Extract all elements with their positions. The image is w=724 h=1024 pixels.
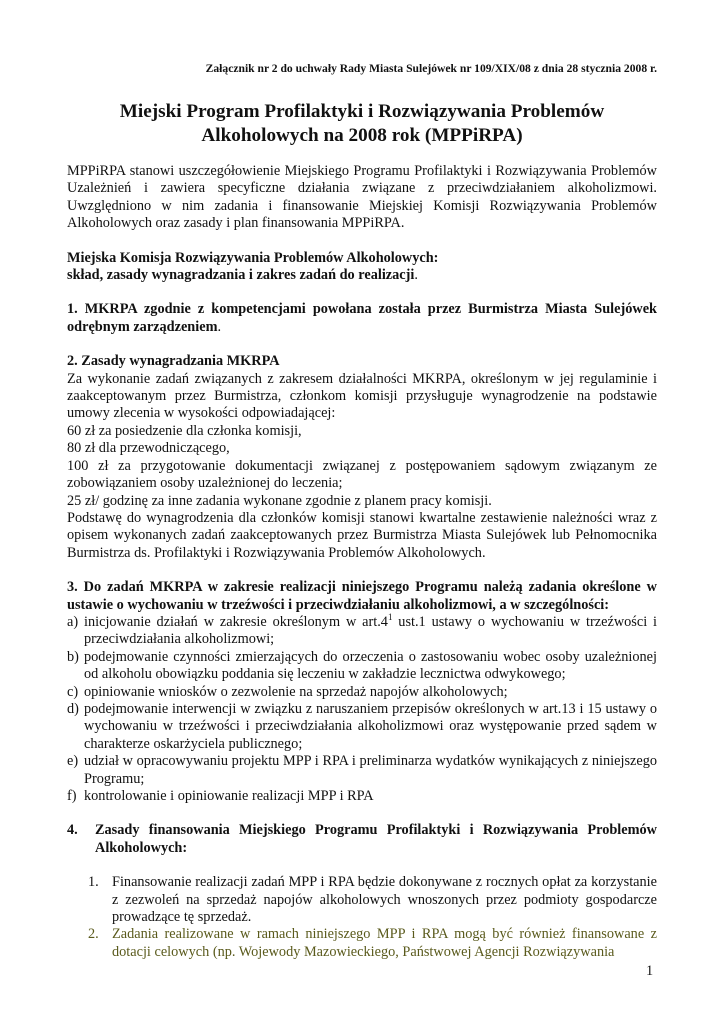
list-marker: d) — [67, 700, 79, 717]
list-item — [67, 649, 657, 684]
commission-heading — [67, 250, 657, 285]
list-marker: e) — [67, 753, 79, 770]
list-marker: f) — [67, 788, 77, 804]
commission-heading-line-2 — [67, 267, 657, 284]
commission-heading-period: . — [414, 267, 418, 284]
list-marker: 2. — [88, 926, 99, 943]
list-marker: b) — [67, 648, 79, 665]
section-1-text: 1. MKRPA zgodnie z kompetencjami powołana została przez Burmistrza Miasta Sulejówek odrębnym zarządzeniem — [67, 301, 657, 335]
list-item — [88, 926, 657, 961]
section-4 — [67, 822, 657, 961]
list-item-text: podejmowanie interwencji w związku z naruszaniem przepisów określonych w art.13 i 15 ustawy o wychowaniu w trzeźwości i przeciwdziałania alkoholizmowi oraz występowanie przed sądem w charakterze oskarżyciela publicznego; — [84, 700, 657, 752]
section-4-marker: 4. — [67, 822, 78, 839]
section-4-list — [67, 874, 657, 961]
list-item-text: Zadania realizowane w ramach niniejszego MPP i RPA mogą być również finansowane z dotacji celowych (np. Wojewody Mazowieckiego, Państwowej Agencji Rozwiązywania — [112, 926, 657, 960]
title-line-2: Alkoholowych na 2008 rok (MPPiRPA) — [201, 124, 523, 146]
list-item-text: podejmowanie czynności zmierzających do orzeczenia o zastosowaniu wobec osoby uzależnionej od alkoholu obowiązku poddania się leczeniu w zakładzie lecznictwa odwykowego; — [84, 648, 657, 683]
list-item — [67, 611, 658, 649]
list-item-text: inicjowanie działań w zakresie określonym w art.4 — [84, 613, 388, 630]
document-title — [67, 100, 657, 147]
list-item — [67, 701, 657, 753]
section-1-period: . — [217, 318, 222, 335]
section-2-paragraph-1: Za wykonanie zadań związanych z zakresem działalności MKRPA, określonym w jej regulaminie i zaakceptowanym przez Burmistrza, członkom komisji przysługuje wynagrodzenie na podstawie umowy zlecenia w wysokości odpowiadającej: — [67, 370, 657, 422]
intro-paragraph: MPPiRPA stanowi uszczegółowienie Miejskiego Programu Profilaktyki i Rozwiązywania Problemów Uzależnień i zawiera specyficzne działania związane z przeciwdziałaniem alkoholizmowi. Uwzględniono w nim zadania i finansowanie Miejskiej Komisji Rozwiązywania Problemów Alkoholowych oraz zasady i plan finansowania MPPiRPA. — [67, 163, 657, 232]
list-item-text: Finansowanie realizacji zadań MPP i RPA będzie dokonywane z rocznych opłat za korzystanie z zezwoleń na sprzedaż napojów alkoholowych wnoszonych przez podmioty gospodarcze prowadzące tę sprzedaż. — [112, 874, 657, 926]
commission-heading-line-2-text: skład, zasady wynagradzania i zakres zadań do realizacji — [67, 267, 415, 284]
list-marker: 1. — [88, 874, 99, 891]
commission-heading-line-1: Miejska Komisja Rozwiązywania Problemów Alkoholowych: — [67, 249, 439, 266]
list-item — [67, 753, 657, 788]
section-4-heading — [67, 822, 657, 857]
rate-member: 60 zł za posiedzenie dla członka komisji, — [67, 422, 302, 439]
document-page — [67, 62, 657, 961]
footnote-reference: 1 — [387, 611, 393, 622]
section-2 — [67, 353, 657, 562]
section-3-heading: 3. Do zadań MKRPA w zakresie realizacji niniejszego Programu należą zadania określone w ustawie o wychowaniu w trzeźwości i przeciwdziałaniu alkoholizmowi, a w szczególności: — [67, 579, 657, 613]
page-number: 1 — [646, 963, 654, 979]
attachment-note: Załącznik nr 2 do uchwały Rady Miasta Sulejówek nr 109/XIX/08 z dnia 28 stycznia 2008 r. — [205, 62, 657, 75]
list-item — [67, 788, 657, 805]
section-1 — [67, 301, 657, 336]
section-2-paragraph-2: Podstawę do wynagrodzenia dla członków komisji stanowi kwartalne zestawienie należności wraz z opisem wykonanych zadań zaakceptowanych przez Burmistrza Miasta Sulejówek lub Pełnomocnika Burmistrza ds. Profilaktyki i Rozwiązywania Problemów Alkoholowych. — [67, 509, 657, 561]
rate-documentation: 100 zł za przygotowanie dokumentacji związanej z postępowaniem sądowym związanym ze zobowiązaniem osoby uzależnionej do leczenia; — [67, 457, 657, 492]
section-3-list — [67, 611, 658, 805]
list-marker: a) — [67, 613, 79, 630]
list-marker: c) — [67, 683, 79, 700]
list-item-text: udział w opracowywaniu projektu MPP i RPA i preliminarza wydatków wynikających z niniejszego Programu; — [84, 753, 657, 787]
rate-chairman: 80 zł dla przewodniczącego, — [67, 440, 230, 457]
section-4-heading-text: Zasady finansowania Miejskiego Programu Profilaktyki i Rozwiązywania Problemów Alkoholowych: — [95, 822, 657, 856]
section-3 — [67, 579, 657, 805]
rate-hourly: 25 zł/ godzinę za inne zadania wykonane zgodnie z planem pracy komisji. — [67, 492, 492, 509]
list-item-text-continued: ust.1 ustawy o wychowaniu w trzeźwości i przeciwdziałania alkoholizmowi; — [84, 613, 658, 648]
title-line-1: Miejski Program Profilaktyki i Rozwiązywania Problemów — [119, 101, 605, 122]
list-item — [88, 874, 657, 926]
section-2-heading: 2. Zasady wynagradzania MKRPA — [67, 353, 280, 370]
list-item — [67, 684, 657, 701]
list-item-text: kontrolowanie i opiniowanie realizacji MPP i RPA — [84, 788, 374, 804]
list-item-text: opiniowanie wniosków o zezwolenie na sprzedaż napojów alkoholowych; — [84, 683, 508, 700]
